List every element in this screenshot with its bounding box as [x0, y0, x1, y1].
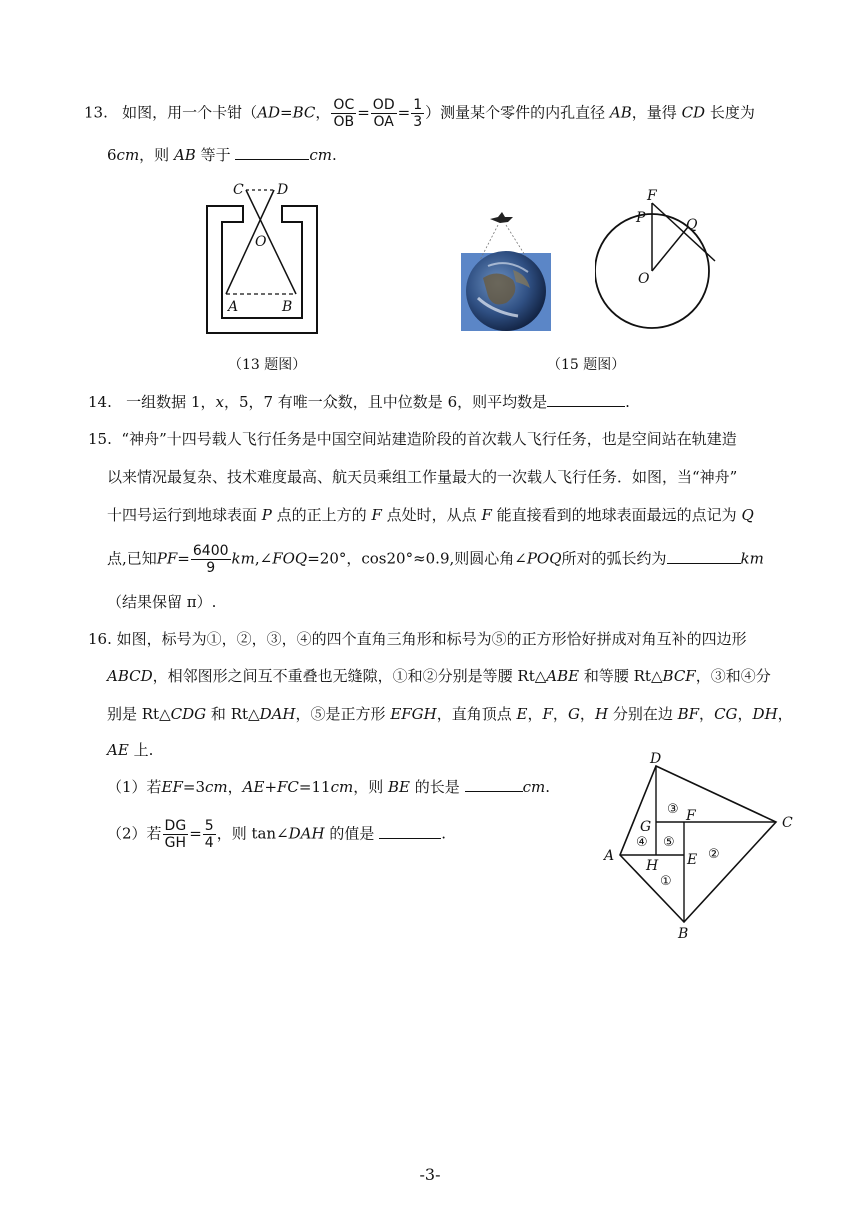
- q15-line3: 十四号运行到地球表面 P 点的正上方的 F 点处时，从点 F 能直接看到的地球表面最远的点记为 Q: [107, 506, 754, 524]
- fraction-od-oa: $\frac{OD}{OA}$: [372, 97, 395, 130]
- tangent-line: [652, 203, 715, 261]
- caption-13: （13 题图）: [228, 357, 307, 373]
- part-outline: [207, 206, 317, 333]
- figure-15-earth-photo: [458, 208, 553, 333]
- label-B: B: [678, 926, 689, 942]
- region-5-label: ⑤: [663, 835, 675, 850]
- figure-15-circle: [595, 185, 725, 330]
- figure-13-caliper: [200, 180, 335, 335]
- q13-line1: 13. 如图，用一个卡钳（AD=BC， $\frac{OC}{OB}$ = $\frac{OD}{OA}$ = $\frac{1}{3}$ ）测量某个零件的内孔直径 AB，量得 CD 长度为: [84, 97, 755, 130]
- q16-line1: 16. 如图，标号为①，②，③，④的四个直角三角形和标号为⑤的正方形恰好拼成对角互补的四边形: [88, 630, 747, 648]
- q16-line4: AE 上.: [107, 741, 154, 759]
- fraction-oc-ob: $\frac{OC}{OB}$: [333, 97, 355, 130]
- label-F: F: [686, 808, 696, 824]
- fraction-dg-gh: $\frac{DG}{GH}$: [164, 818, 187, 851]
- region-4-label: ④: [636, 835, 648, 850]
- answer-blank-16-2[interactable]: [379, 824, 441, 839]
- label-H: H: [646, 858, 659, 874]
- figure-16-quadrilateral: [596, 752, 806, 944]
- label-D: D: [650, 752, 662, 767]
- q15-line5: （结果保留 π）.: [107, 593, 217, 611]
- label-A: A: [604, 848, 615, 864]
- answer-blank-13[interactable]: [235, 145, 309, 160]
- q15-line1: 15. “神舟”十四号载人飞行任务是中国空间站建造阶段的首次载人飞行任务，也是空间站在轨建造: [88, 430, 737, 448]
- label-C: C: [233, 182, 244, 198]
- label-E: E: [687, 852, 698, 868]
- fraction-5-4: $\frac{5}{4}$: [204, 818, 214, 851]
- page-number: -3-: [419, 1165, 441, 1184]
- fraction-6400-9: $\frac{6400}{9}$: [192, 543, 229, 576]
- q16-sub1: （1）若EF=3cm，AE+FC=11cm，则 BE 的长是 cm.: [107, 778, 550, 796]
- label-F: F: [647, 188, 657, 204]
- q16-line3: 别是 Rt△CDG 和 Rt△DAH，⑤是正方形 EFGH，直角顶点 E，F，G，H 分别在边 BF，CG，DH，: [107, 705, 793, 723]
- label-A: A: [228, 299, 239, 315]
- q15-line2: 以来情况最复杂、技术难度最高、航天员乘组工作量最大的一次载人飞行任务．如图，当“神舟”: [107, 468, 738, 486]
- segment-oq: [652, 227, 688, 271]
- answer-blank-15[interactable]: [667, 549, 741, 564]
- q16-line2: ABCD，相邻图形之间互不重叠也无缝隙，①和②分别是等腰 Rt△ABE 和等腰 Rt△BCF，③和④分: [107, 667, 771, 685]
- region-2-label: ②: [708, 847, 720, 862]
- spacecraft-icon: [490, 212, 513, 223]
- q13-line2: 6cm，则 AB 等于 cm.: [107, 146, 337, 164]
- q16-sub2: （2）若 $\frac{DG}{GH}$ = $\frac{5}{4}$ ，则 tan∠DAH 的值是 .: [107, 818, 446, 851]
- caption-15: （15 题图）: [547, 357, 626, 373]
- q15-line4: 点,已知PF= $\frac{6400}{9}$ km,∠FOQ=20°，cos20°≈0.9,则圆心角∠POQ所对的弧长约为 km: [107, 543, 764, 576]
- label-Q: Q: [686, 217, 698, 233]
- label-O: O: [638, 271, 650, 287]
- label-D: D: [277, 182, 289, 198]
- answer-blank-16-1[interactable]: [465, 777, 523, 792]
- label-P: P: [636, 210, 646, 226]
- region-1-label: ①: [660, 874, 672, 889]
- label-C: C: [782, 815, 793, 831]
- label-O: O: [255, 234, 267, 250]
- region-3-label: ③: [667, 802, 679, 817]
- q14-line: 14. 一组数据 1，x，5，7 有唯一众数，且中位数是 6，则平均数是 .: [88, 393, 630, 411]
- answer-blank-14[interactable]: [547, 392, 625, 407]
- fraction-one-third: $\frac{1}{3}$: [413, 97, 423, 130]
- label-G: G: [640, 819, 652, 835]
- label-B: B: [282, 299, 293, 315]
